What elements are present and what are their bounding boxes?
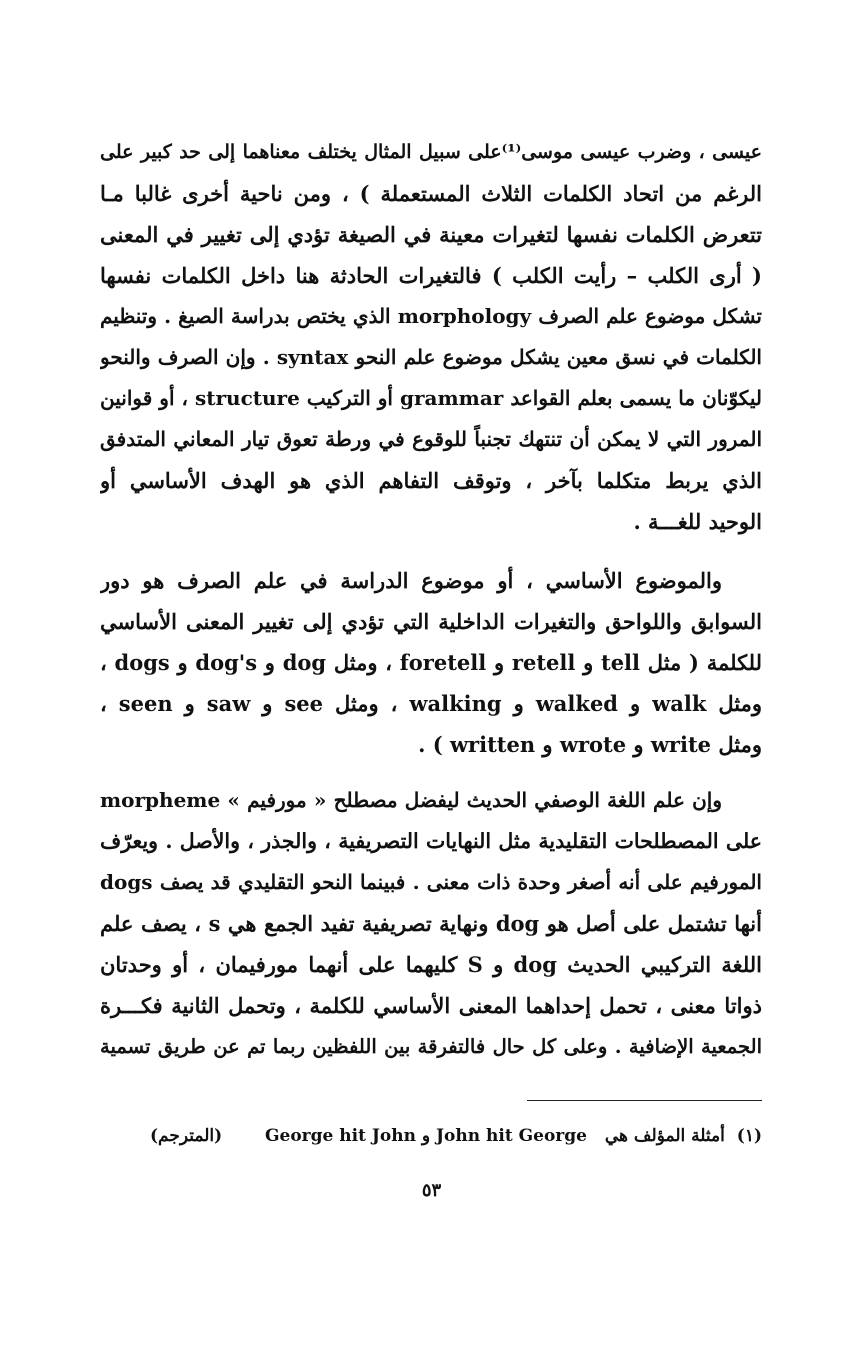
paragraph-line: اللغة التركيبي الحديث dog و S كليهما على أنهما مورفيمان ، أو وحدتان xyxy=(100,952,762,977)
paragraph-line: ( أرى الكلب – رأيت الكلب ) فالتغيرات الحادثة هنا داخل الكلمات نفسها xyxy=(100,263,762,288)
paragraph-line: ذواتا معنى ، تحمل إحداهما المعنى الأساسي للكلمة ، وتحمل الثانية فكـــرة xyxy=(100,993,762,1018)
paragraph-3 xyxy=(100,780,762,1067)
paragraph-line: تشكل موضوع علم الصرف morphology الذي يختص بدراسة الصيغ . وتنظيم xyxy=(100,304,762,328)
paragraph-line: تتعرض الكلمات نفسها لتغيرات معينة في الصيغة تؤدي إلى تغيير في المعنى xyxy=(100,222,762,247)
paragraph-line: للكلمة ( مثل tell و retell و foretell ، ومثل dog و dog's و dogs ، xyxy=(100,650,762,675)
paragraph-line: المرور التي لا يمكن أن تنتهك تجنباً للوقوع في ورطة تعوق تيار المعاني المتدفق xyxy=(100,427,762,451)
paragraph-line: ومثل walk و walked و walking ، ومثل see و saw و seen ، xyxy=(100,691,762,716)
footnote-divider xyxy=(527,1100,762,1101)
footnote-examples: John hit George و George hit John xyxy=(265,1126,587,1146)
paragraph-line: الجمعية الإضافية . وعلى كل حال فالتفرقة بين اللفظين ربما تم عن طريق تسمية xyxy=(100,1035,762,1058)
paragraph-line: الرغم من اتحاد الكلمات الثلاث المستعملة ) ، ومن ناحية أخرى غالبا مـا xyxy=(100,181,762,206)
footnote-marker: (١) xyxy=(736,1126,762,1146)
paragraph-line: أنها تشتمل على أصل هو dog ونهاية تصريفية تفيد الجمع هي s ، يصف علم xyxy=(100,911,762,936)
paragraph-line: السوابق واللواحق والتغيرات الداخلية التي تؤدي إلى تغيير المعنى الأساسي xyxy=(100,609,762,634)
paragraph-line: الكلمات في نسق معين يشكل موضوع علم النحو syntax . وإن الصرف والنحو xyxy=(100,345,762,369)
footnote-credit: (المترجم) xyxy=(150,1126,223,1146)
paragraph-line: وإن علم اللغة الوصفي الحديث ليفضل مصطلح « مورفيم » morpheme xyxy=(100,788,722,812)
paragraph-line: المورفيم على أنه أصغر وحدة ذات معنى . فبينما النحو التقليدي قد يصف dogs xyxy=(100,870,762,894)
page-number: ٥٣ xyxy=(421,1180,442,1201)
paragraph-1 xyxy=(100,132,762,542)
paragraph-line: ليكوّنان ما يسمى بعلم القواعد grammar أو التركيب structure ، أو قوانين xyxy=(100,386,762,410)
paragraph-line: الوحيد للغـــة . xyxy=(633,509,762,534)
paragraph-line: عيسى ، وضرب عيسى موسى⁽¹⁾على سبيل المثال يختلف معناهما إلى حد كبير على xyxy=(100,141,762,163)
footnote-intro: أمثلة المؤلف هي xyxy=(604,1126,725,1146)
paragraph-line: ومثل write و wrote و written ) . xyxy=(418,732,762,757)
paragraph-line: والموضوع الأساسي ، أو موضوع الدراسة في علم الصرف هو دور xyxy=(100,568,722,593)
paragraph-line: الذي يربط متكلما بآخر ، وتوقف التفاهم الذي هو الهدف الأساسي أو xyxy=(100,468,762,493)
paragraph-2 xyxy=(100,560,762,765)
footnote xyxy=(150,1126,762,1146)
paragraph-line: على المصطلحات التقليدية مثل النهايات التصريفية ، والجذر ، والأصل . ويعرّف xyxy=(100,829,762,853)
